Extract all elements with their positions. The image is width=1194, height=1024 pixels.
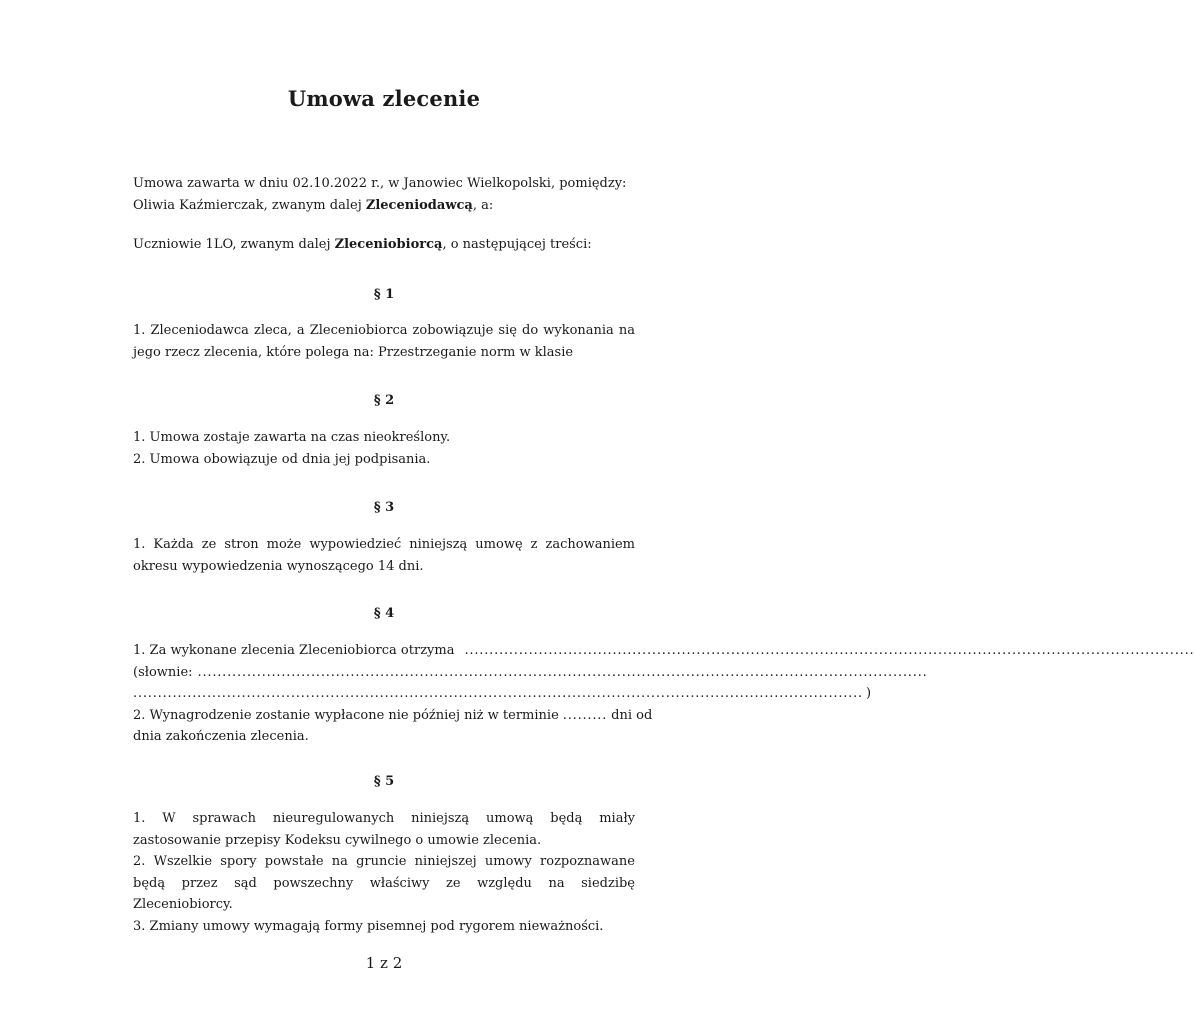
section-4-close-paren: ) [865,686,872,701]
intro-principal-tail: , a: [472,197,494,213]
intro-contractor [133,234,635,256]
amount-in-words-continuation-field[interactable]: .................................................................................................................................................... [133,686,863,701]
section-4-deadline-line [133,705,653,727]
section-5-item-3: 3. Zmiany umowy wymagają formy pisemnej pod rygorem nieważności. [133,918,604,934]
section-4-words-line [133,662,928,684]
intro-line-principal [133,195,635,217]
section-1-text: 1. Zleceniodawca zleca, a Zleceniobiorca zobowiązuje się do wykonania na jego rzecz zlecenia, które polega na: Przestrzeganie norm w klasie [133,323,635,360]
section-4-heading: § 4 [373,606,395,621]
principal-role: Zleceniodawcą [365,197,473,213]
section-4-payment-text: 1. Za wykonane zlecenia Zleceniobiorca otrzyma [133,643,455,658]
section-2-item-2: 2. Umowa obowiązuje od dnia jej podpisania. [133,451,431,467]
section-2-heading: § 2 [373,393,395,408]
section-4-words-label: (słownie: [133,664,193,680]
intro-contractor-name: Uczniowie 1LO, zwanym dalej [133,237,335,252]
section-2-item-1: 1. Umowa zostaje zawarta na czas nieokreślony. [133,430,451,445]
section-2-list [133,427,635,470]
contractor-role: Zleceniobiorcą [334,237,443,252]
page-number: 1 z 2 [365,954,403,972]
section-4-deadline-text: 2. Wynagrodzenie zostanie wypłacone nie później niż w terminie [133,707,559,723]
section-4-deadline-tail: dni od [611,707,653,723]
intro-parties [133,173,635,216]
section-5-list [133,808,635,937]
intro-contractor-tail: , o następującej treści: [442,237,592,252]
amount-in-words-blank-field[interactable]: .................................................................................................................................................... [197,664,928,680]
intro-line-date-place: Umowa zawarta w dniu 02.10.2022 r., w Janowiec Wielkopolski, pomiędzy: [133,176,627,191]
section-4-payment-line [133,640,1194,662]
section-3-heading: § 3 [373,500,395,515]
section-3-text: 1. Każda ze stron może wypowiedzieć niniejszą umowę z zachowaniem okresu wypowiedzenia wynoszącego 14 dni. [133,537,635,574]
section-4-body [133,640,1194,748]
intro-principal-name: Oliwia Kaźmierczak, zwanym dalej [133,197,366,213]
amount-blank-field[interactable]: .................................................................................................................................................... [464,643,1194,658]
section-1-heading: § 1 [373,287,395,302]
section-5-item-2: 2. Wszelkie spory powstałe na gruncie niniejszej umowy rozpoznawane będą przez sąd powszechny właściwy ze względu na siedzibę Zleceniobiorcy. [133,854,635,912]
section-5-heading: § 5 [373,774,395,789]
document-title: Umowa zlecenie [287,86,481,111]
section-5-item-1: 1. W sprawach nieuregulowanych niniejszą umową będą miały zastosowanie przepisy Kodeksu cywilnego o umowie zlecenia. [133,811,635,848]
deadline-days-blank-field[interactable]: ......... [562,707,608,723]
section-4-words-continuation [133,683,872,705]
section-4-deadline-continuation: dnia zakończenia zlecenia. [133,729,309,744]
